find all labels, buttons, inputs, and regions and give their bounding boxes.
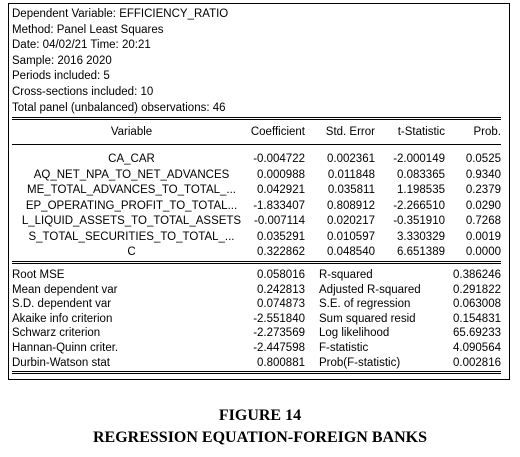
t-statistic-value: 6.651389 <box>397 246 445 258</box>
statistic-value: -2.273569 <box>253 327 305 340</box>
figure-number: FIGURE 14 <box>218 407 302 424</box>
statistic-value: 0.291822 <box>453 283 501 296</box>
t-statistic-value: 3.330329 <box>397 230 445 243</box>
variable-name: CA_CAR <box>108 153 155 165</box>
sample-line: Sample: 2016 2020 <box>12 54 112 67</box>
t-statistic-value: -2.266510 <box>393 199 445 212</box>
prob-value: 0.9340 <box>465 168 501 181</box>
column-header-prob: Prob. <box>473 126 501 138</box>
statistic-value: -2.447598 <box>253 342 305 354</box>
model-header <box>12 7 228 116</box>
coefficient-row <box>9 245 509 260</box>
coefficient-row <box>9 168 509 183</box>
column-header-t-statistic: t-Statistic <box>397 126 445 138</box>
statistic-label: Schwarz criterion <box>12 327 101 340</box>
observations-line: Total panel (unbalanced) observations: 46 <box>12 101 226 114</box>
coefficient-value: -0.004722 <box>253 153 305 165</box>
prob-value: 0.7268 <box>465 215 501 227</box>
coefficient-row <box>9 199 509 214</box>
variable-name: ME_TOTAL_ADVANCES_TO_TOTAL_... <box>27 184 236 196</box>
statistic-value: 0.063008 <box>453 298 501 311</box>
prob-value: 0.0290 <box>465 199 501 212</box>
prob-value: 0.0000 <box>465 246 501 258</box>
prob-value: 0.0019 <box>465 230 501 243</box>
statistic-label: Adjusted R-squared <box>319 283 421 296</box>
statistic-row <box>9 312 509 327</box>
statistic-label: F-statistic <box>319 342 369 354</box>
statistic-label: S.D. dependent var <box>12 298 112 311</box>
coefficient-value: -1.833407 <box>253 199 305 212</box>
std-error-value: 0.011848 <box>327 168 375 181</box>
column-header-coefficient: Coefficient <box>250 126 305 138</box>
statistic-value: 0.386246 <box>453 269 501 281</box>
statistic-label: Durbin-Watson stat <box>12 356 110 369</box>
std-error-value: 0.010597 <box>327 230 375 243</box>
t-statistic-value: -2.000149 <box>393 153 445 165</box>
variable-name: C <box>127 246 136 258</box>
statistic-value: -2.551840 <box>253 312 305 325</box>
periods-line: Periods included: 5 <box>12 70 110 83</box>
figure-title: REGRESSION EQUATION-FOREIGN BANKS <box>93 429 427 446</box>
coefficient-row <box>9 214 509 229</box>
statistic-row <box>9 297 509 312</box>
prob-value: 0.0525 <box>465 153 501 165</box>
std-error-value: 0.002361 <box>327 153 375 165</box>
column-header-variable: Variable <box>110 126 153 138</box>
statistic-value: 0.074873 <box>257 298 305 311</box>
statistic-row <box>9 268 509 283</box>
statistic-value: 4.090564 <box>453 342 501 354</box>
date-time-line: Date: 04/02/21 Time: 20:21 <box>12 39 151 52</box>
dependent-variable-line: Dependent Variable: EFFICIENCY_RATIO <box>12 8 229 20</box>
variable-name: EP_OPERATING_PROFIT_TO_TOTAL... <box>25 199 238 212</box>
column-header-divider <box>12 144 501 145</box>
regression-output-panel <box>8 3 510 380</box>
variable-name: S_TOTAL_SECURITIES_TO_TOTAL_... <box>28 230 235 243</box>
column-header-std-error: Std. Error <box>325 126 375 138</box>
coefficient-value: 0.322862 <box>257 246 305 258</box>
coefficient-row <box>9 183 509 198</box>
statistic-label: Sum squared resid <box>319 312 416 325</box>
header-divider <box>12 117 501 120</box>
prob-value: 0.2379 <box>465 184 501 196</box>
statistic-row <box>9 326 509 341</box>
coefficient-value: 0.042921 <box>257 184 305 196</box>
coefficient-row <box>9 152 509 167</box>
std-error-value: 0.808912 <box>327 199 375 212</box>
coefficient-row <box>9 230 509 245</box>
std-error-value: 0.035811 <box>327 184 375 196</box>
statistic-row <box>9 341 509 356</box>
statistic-value: 0.242813 <box>257 283 305 296</box>
variable-name: AQ_NET_NPA_TO_NET_ADVANCES <box>33 168 230 181</box>
t-statistic-value: -0.351910 <box>393 215 445 227</box>
statistic-label: Akaike info criterion <box>12 312 113 325</box>
method-line: Method: Panel Least Squares <box>12 23 164 36</box>
statistic-row <box>9 283 509 298</box>
coefficient-value: 0.035291 <box>257 230 305 243</box>
cross-sections-line: Cross-sections included: 10 <box>12 85 154 98</box>
statistic-value: 0.058016 <box>257 269 305 281</box>
statistic-value: 65.69233 <box>453 327 501 340</box>
coefficient-value: -0.007114 <box>254 215 305 227</box>
statistic-label: Hannan-Quinn criter. <box>12 342 119 354</box>
statistic-row <box>9 356 509 371</box>
statistic-label: Mean dependent var <box>12 283 118 296</box>
statistic-label: Root MSE <box>12 269 65 281</box>
t-statistic-value: 0.083365 <box>397 168 445 181</box>
t-statistic-value: 1.198535 <box>397 184 445 196</box>
statistic-value: 0.002816 <box>453 356 501 369</box>
statistic-label: Log likelihood <box>319 327 390 340</box>
coefficient-table-header <box>9 126 509 141</box>
statistic-label: R-squared <box>319 269 373 281</box>
statistic-label: S.E. of regression <box>319 298 411 311</box>
std-error-value: 0.048540 <box>327 246 375 258</box>
bottom-divider <box>12 371 501 374</box>
coefficient-value: 0.000988 <box>257 168 305 181</box>
statistic-value: 0.154831 <box>453 312 501 325</box>
statistic-label: Prob(F-statistic) <box>319 356 401 369</box>
variable-name: L_LIQUID_ASSETS_TO_TOTAL_ASSETS <box>21 215 242 227</box>
coefficients-divider <box>12 261 501 264</box>
statistic-value: 0.800881 <box>257 356 305 369</box>
std-error-value: 0.020217 <box>327 215 375 227</box>
